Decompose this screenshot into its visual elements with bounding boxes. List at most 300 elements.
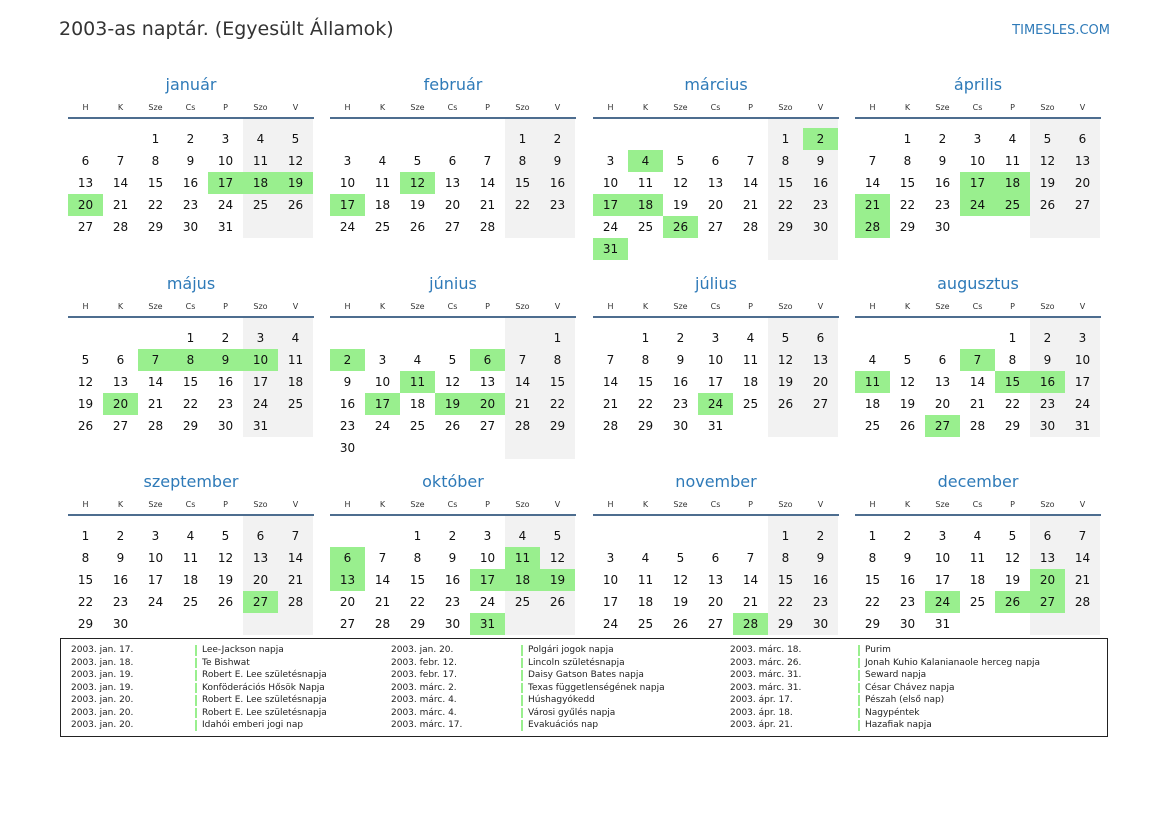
day-cell: 5 <box>291 132 300 146</box>
holiday-name: Evakuációs nap <box>528 720 599 730</box>
day-cell: 25 <box>409 419 426 433</box>
day-cell: 12 <box>217 551 234 565</box>
weekday-label: V <box>292 103 299 112</box>
weekday-label: Sze <box>410 103 425 112</box>
day-cell: 2 <box>676 331 685 345</box>
day-cell: 10 <box>602 573 619 587</box>
day-cell: 28 <box>602 419 619 433</box>
day-cell: 14 <box>602 375 619 389</box>
day-cell: 24 <box>602 617 619 631</box>
day-cell: 13 <box>707 573 724 587</box>
day-cell: 15 <box>514 176 531 190</box>
day-cell: 3 <box>606 154 615 168</box>
day-cell: 3 <box>483 529 492 543</box>
holiday-date: 2003. márc. 4. <box>391 695 457 705</box>
day-cell: 20 <box>707 595 724 609</box>
day-cell: 23 <box>899 595 916 609</box>
day-cell: 14 <box>479 176 496 190</box>
holiday-date: 2003. ápr. 17. <box>730 695 793 705</box>
holiday-name: Nagypéntek <box>865 707 920 718</box>
day-cell: 15 <box>409 573 426 587</box>
day-cell: 15 <box>777 176 794 190</box>
holiday-day-cell: 24 <box>960 194 995 216</box>
month-7 <box>593 273 839 433</box>
day-cell: 28 <box>1074 595 1091 609</box>
holiday-day-cell: 25 <box>995 194 1030 216</box>
day-cell: 9 <box>186 154 195 168</box>
weekday-label: Sze <box>148 302 163 311</box>
weekday-label: V <box>554 103 561 112</box>
day-cell: 21 <box>479 198 496 212</box>
weekday-header <box>855 300 1101 314</box>
day-cell: 11 <box>252 154 269 168</box>
day-cell: 12 <box>444 375 461 389</box>
weekday-label: V <box>817 500 824 509</box>
day-cell: 23 <box>549 198 566 212</box>
day-cell: 25 <box>864 419 881 433</box>
day-cell: 14 <box>514 375 531 389</box>
holiday-date: 2003. márc. 4. <box>391 707 457 718</box>
day-cell: 2 <box>116 529 125 543</box>
weekday-label: Cs <box>710 500 721 509</box>
weekday-header <box>330 300 576 314</box>
day-cell: 5 <box>903 353 912 367</box>
holiday-day-cell: 24 <box>925 591 960 613</box>
weekday-label: P <box>1010 500 1015 509</box>
day-cell: 23 <box>1039 397 1056 411</box>
day-cell: 27 <box>77 220 94 234</box>
weekday-label: H <box>82 103 89 112</box>
holiday-day-cell: 2 <box>330 349 365 371</box>
day-cell: 16 <box>217 375 234 389</box>
holiday-date: 2003. jan. 20. <box>71 707 134 718</box>
day-cell: 12 <box>287 154 304 168</box>
day-cell: 12 <box>1039 154 1056 168</box>
weekday-label: K <box>379 500 386 509</box>
day-cell: 18 <box>182 573 199 587</box>
day-cell: 4 <box>868 353 877 367</box>
holiday-date: 2003. márc. 31. <box>730 682 802 693</box>
weekday-label: Cs <box>447 302 458 311</box>
holiday-day-cell: 27 <box>925 415 960 437</box>
day-cell: 17 <box>707 375 724 389</box>
holiday-date: 2003. márc. 17. <box>391 720 463 730</box>
day-cell: 9 <box>116 551 125 565</box>
day-cell: 30 <box>934 220 951 234</box>
holiday-day-cell: 17 <box>330 194 365 216</box>
day-cell: 12 <box>77 375 94 389</box>
day-cell: 8 <box>781 551 790 565</box>
holiday-date: 2003. jan. 17. <box>71 645 134 655</box>
month-name: január <box>165 75 217 94</box>
holiday-day-cell: 15 <box>995 371 1030 393</box>
month-name: december <box>937 472 1019 491</box>
holiday-day-cell: 28 <box>733 613 768 635</box>
day-cell: 4 <box>291 331 300 345</box>
weekday-label: K <box>379 103 386 112</box>
holiday-name: Húshagyókedd <box>528 695 595 705</box>
holiday-day-cell: 21 <box>855 194 890 216</box>
day-cell: 5 <box>553 529 562 543</box>
day-cell: 4 <box>413 353 422 367</box>
day-cell: 10 <box>707 353 724 367</box>
day-cell: 4 <box>518 529 527 543</box>
day-cell: 24 <box>602 220 619 234</box>
weekday-label: H <box>344 302 351 311</box>
day-cell: 22 <box>1004 397 1021 411</box>
holiday-day-cell: 2 <box>803 128 838 150</box>
weekday-label: Cs <box>710 103 721 112</box>
day-cell: 5 <box>221 529 230 543</box>
day-cell: 28 <box>514 419 531 433</box>
month-name: június <box>429 274 477 293</box>
day-cell: 3 <box>151 529 160 543</box>
holiday-name: Robert E. Lee születésnapja <box>202 695 327 705</box>
holiday-day-cell: 20 <box>103 393 138 415</box>
month-name: február <box>423 75 483 94</box>
weekday-header <box>68 101 314 115</box>
weekday-label: P <box>748 302 753 311</box>
holiday-name: Pészah (első nap) <box>865 695 945 705</box>
holiday-name: Texas függetlenségének napja <box>528 682 665 693</box>
day-cell: 23 <box>934 198 951 212</box>
day-cell: 30 <box>672 419 689 433</box>
day-cell: 22 <box>514 198 531 212</box>
weekday-label: Cs <box>972 103 983 112</box>
day-cell: 9 <box>448 551 457 565</box>
holiday-name: Robert E. Lee születésnapja <box>202 707 327 718</box>
weekday-label: P <box>1010 103 1015 112</box>
day-cell: 13 <box>77 176 94 190</box>
day-cell: 9 <box>553 154 562 168</box>
holiday-day-cell: 19 <box>278 172 313 194</box>
weekday-label: P <box>485 302 490 311</box>
day-cell: 18 <box>374 198 391 212</box>
weekday-label: H <box>607 500 614 509</box>
day-cell: 7 <box>746 154 755 168</box>
day-cell: 10 <box>147 551 164 565</box>
day-cell: 16 <box>182 176 199 190</box>
day-cell: 10 <box>479 551 496 565</box>
day-cell: 27 <box>339 617 356 631</box>
weekday-label: V <box>817 103 824 112</box>
day-cell: 30 <box>812 617 829 631</box>
holiday-list <box>60 638 1108 737</box>
day-cell: 3 <box>973 132 982 146</box>
holiday-day-cell: 10 <box>243 349 278 371</box>
holiday-marker <box>858 708 860 719</box>
day-cell: 27 <box>707 220 724 234</box>
holiday-day-cell: 31 <box>470 613 505 635</box>
day-cell: 29 <box>147 220 164 234</box>
weekday-label: K <box>642 302 649 311</box>
day-cell: 9 <box>816 154 825 168</box>
day-cell: 19 <box>1039 176 1056 190</box>
weekday-label: V <box>817 302 824 311</box>
holiday-name: Jonah Kuhio Kalanianaole herceg napja <box>865 657 1041 668</box>
day-cell: 11 <box>1004 154 1021 168</box>
day-cell: 28 <box>969 419 986 433</box>
holiday-marker <box>195 658 197 669</box>
weekday-label: P <box>1010 302 1015 311</box>
day-cell: 18 <box>287 375 304 389</box>
holiday-name: Purim <box>865 645 891 655</box>
weekday-label: P <box>485 103 490 112</box>
day-cell: 21 <box>514 397 531 411</box>
day-cell: 13 <box>1039 551 1056 565</box>
holiday-date: 2003. ápr. 18. <box>730 707 793 718</box>
month-4 <box>855 74 1101 234</box>
day-cell: 9 <box>816 551 825 565</box>
day-cell: 15 <box>899 176 916 190</box>
day-cell: 29 <box>777 220 794 234</box>
weekday-label: K <box>642 500 649 509</box>
day-cell: 3 <box>378 353 387 367</box>
weekday-label: Szo <box>253 103 268 112</box>
day-cell: 2 <box>1043 331 1052 345</box>
day-cell: 18 <box>637 595 654 609</box>
holiday-marker <box>521 670 523 681</box>
holiday-day-cell: 20 <box>1030 569 1065 591</box>
weekday-label: Cs <box>185 302 196 311</box>
day-cell: 30 <box>812 220 829 234</box>
holiday-day-cell: 18 <box>243 172 278 194</box>
day-cell: 18 <box>742 375 759 389</box>
month-8 <box>855 273 1101 433</box>
weekday-label: P <box>485 500 490 509</box>
day-cell: 12 <box>777 353 794 367</box>
month-name: április <box>953 75 1003 94</box>
day-cell: 22 <box>637 397 654 411</box>
day-cell: 23 <box>444 595 461 609</box>
holiday-day-cell: 27 <box>243 591 278 613</box>
day-cell: 7 <box>518 353 527 367</box>
day-cell: 7 <box>1078 529 1087 543</box>
weekday-label: H <box>869 500 876 509</box>
weekday-label: Sze <box>148 500 163 509</box>
day-cell: 23 <box>339 419 356 433</box>
day-cell: 31 <box>217 220 234 234</box>
day-cell: 29 <box>777 617 794 631</box>
holiday-day-cell: 4 <box>628 150 663 172</box>
day-cell: 18 <box>864 397 881 411</box>
holiday-name: Hazafiak napja <box>865 720 932 730</box>
holiday-date: 2003. febr. 12. <box>391 657 457 668</box>
day-cell: 9 <box>343 375 352 389</box>
holiday-marker <box>195 695 197 706</box>
holiday-marker <box>521 645 523 656</box>
holiday-day-cell: 13 <box>330 569 365 591</box>
day-cell: 19 <box>77 397 94 411</box>
day-cell: 13 <box>934 375 951 389</box>
weekday-label: Sze <box>673 103 688 112</box>
day-cell: 15 <box>777 573 794 587</box>
holiday-day-cell: 11 <box>505 547 540 569</box>
day-cell: 13 <box>812 353 829 367</box>
day-cell: 14 <box>864 176 881 190</box>
weekday-label: Cs <box>972 302 983 311</box>
holiday-name: César Chávez napja <box>865 682 955 693</box>
day-cell: 21 <box>112 198 129 212</box>
month-name: május <box>166 274 216 293</box>
weekday-label: Szo <box>778 103 793 112</box>
day-cell: 29 <box>1004 419 1021 433</box>
day-cell: 19 <box>672 198 689 212</box>
day-cell: 10 <box>1074 353 1091 367</box>
day-cell: 7 <box>116 154 125 168</box>
holiday-name: Seward napja <box>865 670 927 680</box>
weekday-label: P <box>223 103 228 112</box>
month-2 <box>330 74 576 234</box>
day-cell: 2 <box>553 132 562 146</box>
day-cell: 1 <box>518 132 527 146</box>
weekday-header <box>855 498 1101 512</box>
holiday-day-cell: 6 <box>330 547 365 569</box>
holiday-day-cell: 26 <box>995 591 1030 613</box>
day-cell: 12 <box>1004 551 1021 565</box>
day-cell: 14 <box>969 375 986 389</box>
holiday-marker <box>858 695 860 706</box>
day-cell: 13 <box>444 176 461 190</box>
day-cell: 22 <box>899 198 916 212</box>
weekday-label: H <box>82 302 89 311</box>
day-cell: 8 <box>518 154 527 168</box>
day-cell: 14 <box>112 176 129 190</box>
brand-link[interactable]: TIMESLES.COM <box>1012 23 1110 38</box>
holiday-day-cell: 19 <box>540 569 575 591</box>
day-cell: 3 <box>1078 331 1087 345</box>
day-cell: 8 <box>553 353 562 367</box>
day-cell: 27 <box>479 419 496 433</box>
weekday-header <box>330 101 576 115</box>
month-name: március <box>684 75 748 94</box>
weekday-label: P <box>748 103 753 112</box>
weekday-label: K <box>379 302 386 311</box>
holiday-marker <box>521 683 523 694</box>
day-cell: 6 <box>1078 132 1087 146</box>
weekday-label: V <box>292 302 299 311</box>
day-cell: 24 <box>479 595 496 609</box>
day-cell: 16 <box>672 375 689 389</box>
weekday-label: Sze <box>410 500 425 509</box>
day-cell: 28 <box>112 220 129 234</box>
day-cell: 28 <box>147 419 164 433</box>
day-cell: 15 <box>77 573 94 587</box>
holiday-marker <box>858 658 860 669</box>
day-cell: 29 <box>77 617 94 631</box>
day-cell: 2 <box>186 132 195 146</box>
day-cell: 5 <box>1008 529 1017 543</box>
holiday-day-cell: 17 <box>470 569 505 591</box>
day-cell: 25 <box>637 617 654 631</box>
day-cell: 19 <box>899 397 916 411</box>
day-cell: 15 <box>864 573 881 587</box>
day-cell: 26 <box>1039 198 1056 212</box>
day-cell: 27 <box>812 397 829 411</box>
weekday-label: Cs <box>710 302 721 311</box>
weekday-label: P <box>223 302 228 311</box>
day-cell: 3 <box>221 132 230 146</box>
day-cell: 10 <box>217 154 234 168</box>
weekday-label: P <box>748 500 753 509</box>
holiday-marker <box>195 645 197 656</box>
day-cell: 19 <box>1004 573 1021 587</box>
day-cell: 16 <box>812 573 829 587</box>
day-cell: 3 <box>938 529 947 543</box>
holiday-day-cell: 17 <box>960 172 995 194</box>
day-cell: 20 <box>1074 176 1091 190</box>
day-cell: 12 <box>672 176 689 190</box>
day-cell: 22 <box>777 198 794 212</box>
day-cell: 26 <box>287 198 304 212</box>
holiday-date: 2003. ápr. 21. <box>730 720 793 730</box>
holiday-day-cell: 8 <box>173 349 208 371</box>
day-cell: 26 <box>672 617 689 631</box>
month-name: július <box>695 274 737 293</box>
day-cell: 16 <box>549 176 566 190</box>
day-cell: 4 <box>641 551 650 565</box>
day-cell: 6 <box>711 551 720 565</box>
day-cell: 23 <box>672 397 689 411</box>
holiday-day-cell: 20 <box>470 393 505 415</box>
day-cell: 20 <box>934 397 951 411</box>
day-cell: 6 <box>81 154 90 168</box>
day-cell: 30 <box>444 617 461 631</box>
holiday-marker <box>858 670 860 681</box>
weekday-label: H <box>869 103 876 112</box>
day-cell: 13 <box>1074 154 1091 168</box>
holiday-date: 2003. jan. 20. <box>71 720 134 730</box>
weekday-label: H <box>344 500 351 509</box>
day-cell: 27 <box>1074 198 1091 212</box>
day-cell: 26 <box>549 595 566 609</box>
holiday-date: 2003. jan. 18. <box>71 657 134 668</box>
holiday-day-cell: 12 <box>400 172 435 194</box>
month-name: augusztus <box>937 274 1019 293</box>
day-cell: 3 <box>606 551 615 565</box>
day-cell: 27 <box>707 617 724 631</box>
day-cell: 1 <box>151 132 160 146</box>
day-cell: 11 <box>637 573 654 587</box>
day-cell: 5 <box>81 353 90 367</box>
day-cell: 10 <box>339 176 356 190</box>
day-cell: 22 <box>777 595 794 609</box>
day-cell: 29 <box>899 220 916 234</box>
day-cell: 22 <box>549 397 566 411</box>
day-cell: 13 <box>112 375 129 389</box>
page-title: 2003-as naptár. (Egyesült Államok) <box>59 18 394 40</box>
day-cell: 7 <box>606 353 615 367</box>
day-cell: 6 <box>711 154 720 168</box>
day-cell: 16 <box>934 176 951 190</box>
holiday-date: 2003. jan. 19. <box>71 682 134 693</box>
day-cell: 15 <box>549 375 566 389</box>
day-cell: 1 <box>781 132 790 146</box>
day-cell: 23 <box>112 595 129 609</box>
day-cell: 13 <box>252 551 269 565</box>
weekday-label: Szo <box>778 302 793 311</box>
day-cell: 31 <box>934 617 951 631</box>
weekday-header <box>330 498 576 512</box>
day-cell: 8 <box>1008 353 1017 367</box>
day-cell: 19 <box>409 198 426 212</box>
day-cell: 1 <box>81 529 90 543</box>
day-cell: 23 <box>812 595 829 609</box>
day-cell: 3 <box>343 154 352 168</box>
day-cell: 22 <box>77 595 94 609</box>
holiday-day-cell: 31 <box>593 238 628 260</box>
day-cell: 26 <box>409 220 426 234</box>
